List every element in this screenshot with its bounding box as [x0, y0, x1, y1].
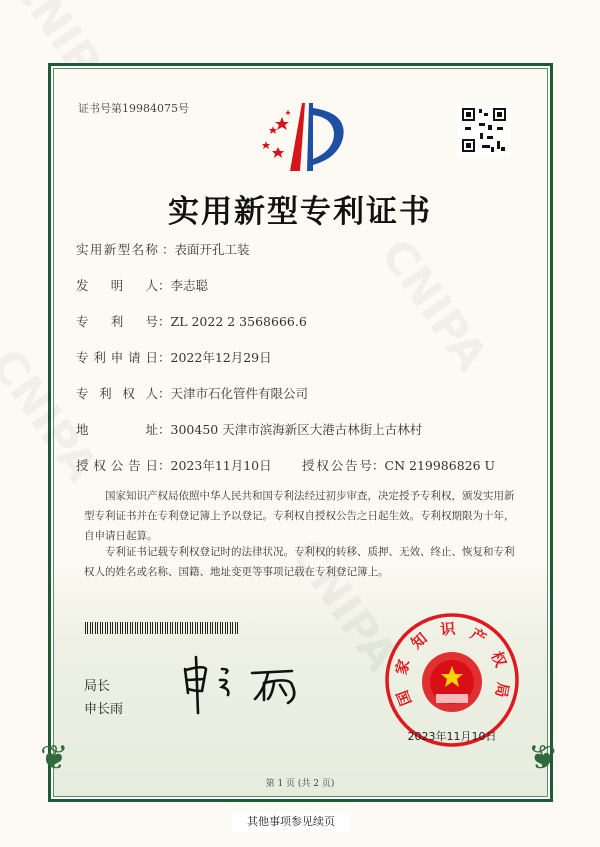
ornament-right-icon: ❦: [528, 738, 557, 778]
page-number: 第 1 页 (共 2 页): [265, 779, 335, 789]
seal-text: 国家知识产权局: [392, 619, 513, 709]
signatory-title: 局长: [84, 679, 111, 694]
statement-paragraph: 专利证书记载专利权登记时的法律状况。专利权的转移、质押、无效、终止、恢复和专利权人的姓名或名称、国籍、地址变更等事项记载在专利登记簿上。: [84, 546, 515, 578]
field-patentee: 专利权人：天津市石化管件有限公司: [76, 386, 309, 401]
continued-note: 其他事项参见续页: [232, 812, 350, 832]
seal-date: 2023年11月10日: [407, 730, 497, 743]
field-grant-number: 授权公告号：CN 219986826 U: [302, 458, 496, 473]
barcode: [85, 622, 238, 634]
certificate-number: 证书号第19984075号: [78, 102, 189, 115]
qr-code: [457, 103, 511, 157]
field-address: 地址：300450 天津市滨海新区大港古林街上古林村: [76, 422, 423, 437]
signatory-name: 申长雨: [84, 702, 124, 717]
field-grant-date: 授权公告日：2023年11月10日: [76, 458, 272, 473]
field-inventor: 发明人：李志聪: [76, 278, 209, 293]
statement-paragraph: 国家知识产权局依照中华人民共和国专利法经过初步审查，决定授予专利权，颁发实用新型专利证书并在专利登记簿上予以登记。专利权自授权公告之日起生效。专利权期限为十年，自申请日起算。: [84, 490, 515, 542]
field-application-date: 专利申请日：2022年12月29日: [76, 350, 272, 365]
certificate-title: 实用新型专利证书: [168, 194, 432, 230]
field-patent-number: 专利号：ZL 2022 2 3568666.6: [76, 314, 307, 329]
official-seal: [384, 612, 520, 748]
field-utility-model-name: 实用新型名称 ：表面开孔工装: [76, 242, 250, 257]
handwritten-signature: [180, 655, 315, 717]
ornament-left-icon: ❦: [40, 738, 69, 778]
cnipa-logo: [258, 103, 348, 173]
